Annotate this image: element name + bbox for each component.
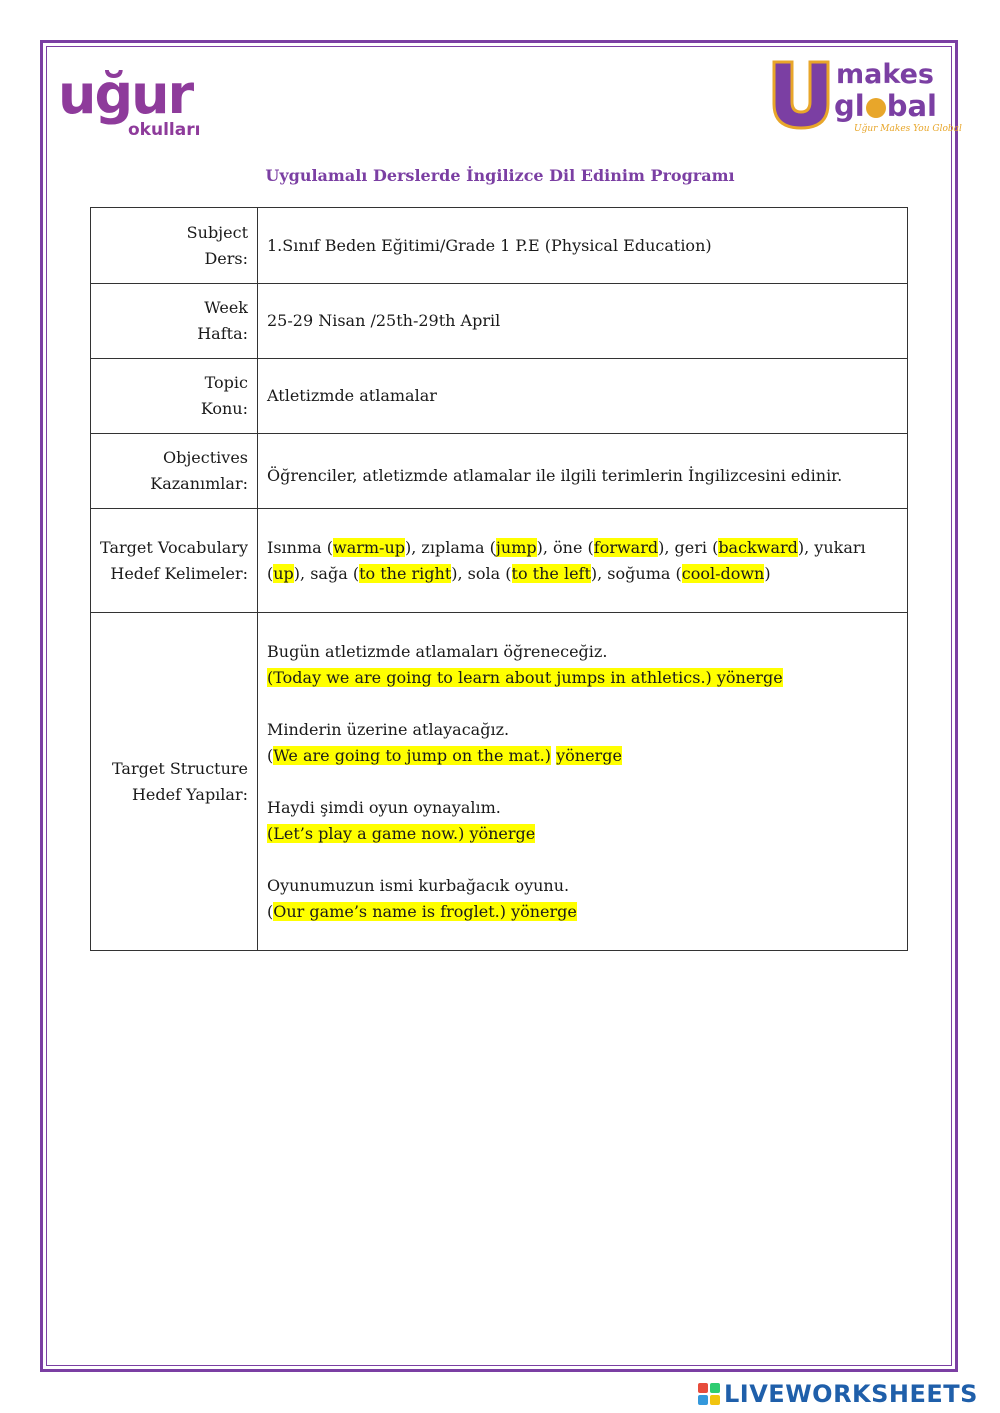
table-row-topic (91, 359, 908, 434)
structure-turkish: Bugün atletizmde atlamaları öğreneceğiz. (267, 641, 608, 661)
vocab-text: ), geri ( (658, 537, 719, 557)
liveworksheets-brand[interactable] (698, 1380, 994, 1408)
table-row-structure (91, 613, 908, 951)
logo-slogan: Uğur Makes You Global (854, 124, 962, 134)
row-label (91, 359, 258, 434)
structure-english: (Today we are going to learn about jumps in athletics.) yönerge (267, 667, 783, 687)
structure-item (267, 639, 898, 691)
vocab-text: ), sağa ( (293, 563, 360, 583)
vocab-text: ), sola ( (451, 563, 512, 583)
structure-suffix: yönerge (556, 745, 622, 765)
structure-value (258, 613, 908, 951)
label-tr: Konu: (200, 399, 248, 418)
structure-english-line (267, 821, 898, 847)
logo-subtitle: okulları (128, 120, 201, 140)
vocab-text: ), yukarı ( (267, 537, 866, 583)
label-en: Objectives (162, 448, 248, 467)
structure-english-line (267, 899, 898, 925)
structure-english: (Let’s play a game now.) yönerge (267, 823, 536, 843)
label-tr: Hedef Kelimeler: (110, 563, 248, 583)
row-label (91, 284, 258, 359)
label-tr: Ders: (204, 248, 248, 268)
label-en: Topic (204, 373, 248, 392)
topic-value: Atletizmde atlamalar (258, 359, 908, 434)
label-en: Target Vocabulary (100, 537, 248, 557)
structure-turkish: Haydi şimdi oyun oynayalım. (267, 797, 501, 817)
lesson-plan-table (90, 207, 908, 951)
document-title: Uygulamalı Derslerde İngilizce Dil Edinim Programı (265, 166, 735, 185)
vocab-text: ), zıplama ( (405, 537, 496, 557)
structure-prefix: ( (267, 745, 274, 765)
structure-english-line (267, 665, 898, 691)
table-row-week (91, 284, 908, 359)
vocab-term: cool-down (681, 563, 765, 583)
logo-global-part-a: gl (834, 89, 865, 123)
vocab-term: to the left (511, 563, 591, 583)
label-en: Subject (186, 222, 248, 242)
vocab-text: ), soğuma ( (590, 563, 682, 583)
row-label (91, 208, 258, 284)
structure-item (267, 873, 898, 925)
week-value: 25-29 Nisan /25th-29th April (258, 284, 908, 359)
vocab-term: to the right (359, 563, 452, 583)
structure-turkish: Minderin üzerine atlayacağız. (267, 719, 510, 739)
liveworksheets-wordmark: LIVEWORKSHEETS (724, 1380, 978, 1408)
row-label (91, 434, 258, 509)
vocabulary-value (258, 509, 908, 613)
vocab-text: ), öne ( (536, 537, 594, 557)
structure-prefix: ( (267, 901, 274, 921)
vocab-text: Isınma ( (267, 537, 333, 557)
label-tr: Kazanımlar: (150, 474, 248, 493)
ugur-okullari-logo (58, 63, 208, 142)
structure-english: Our game’s name is froglet.) yönerge (273, 901, 577, 921)
table-row-vocabulary (91, 509, 908, 613)
table-row-objectives (91, 434, 908, 509)
logo-wordmark: uğur (58, 63, 193, 126)
label-tr: Hafta: (197, 324, 248, 343)
objectives-value: Öğrenciler, atletizmde atlamalar ile ilgili terimlerin İngilizcesini edinir. (258, 434, 908, 509)
row-label (91, 509, 258, 613)
vocab-text: ) (764, 563, 771, 583)
subject-value: 1.Sınıf Beden Eğitimi/Grade 1 P.E (Physical Education) (258, 208, 908, 284)
vocab-term: warm-up (333, 537, 406, 557)
row-label (91, 613, 258, 951)
structure-turkish: Oyunumuzun ismi kurbağacık oyunu. (267, 875, 570, 895)
vocab-term: up (273, 563, 294, 583)
vocab-term: jump (495, 537, 537, 557)
label-en: Week (204, 298, 248, 317)
globe-icon (866, 98, 886, 118)
structure-english-line (267, 743, 898, 769)
structure-item (267, 795, 898, 847)
logo-makes-text: makes (836, 59, 934, 90)
logo-global-part-b: bal (886, 89, 937, 123)
logo-global-text (834, 90, 937, 122)
structure-item (267, 717, 898, 769)
u-letter-icon (770, 58, 832, 130)
vocab-term: forward (593, 537, 659, 557)
structure-english: We are going to jump on the mat.) (273, 745, 552, 765)
table-row-subject (91, 208, 908, 284)
label-tr: Hedef Yapılar: (131, 784, 248, 804)
vocab-term: backward (718, 537, 798, 557)
u-makes-global-logo (770, 58, 962, 140)
label-en: Target Structure (112, 758, 248, 778)
liveworksheets-icon (698, 1383, 720, 1405)
